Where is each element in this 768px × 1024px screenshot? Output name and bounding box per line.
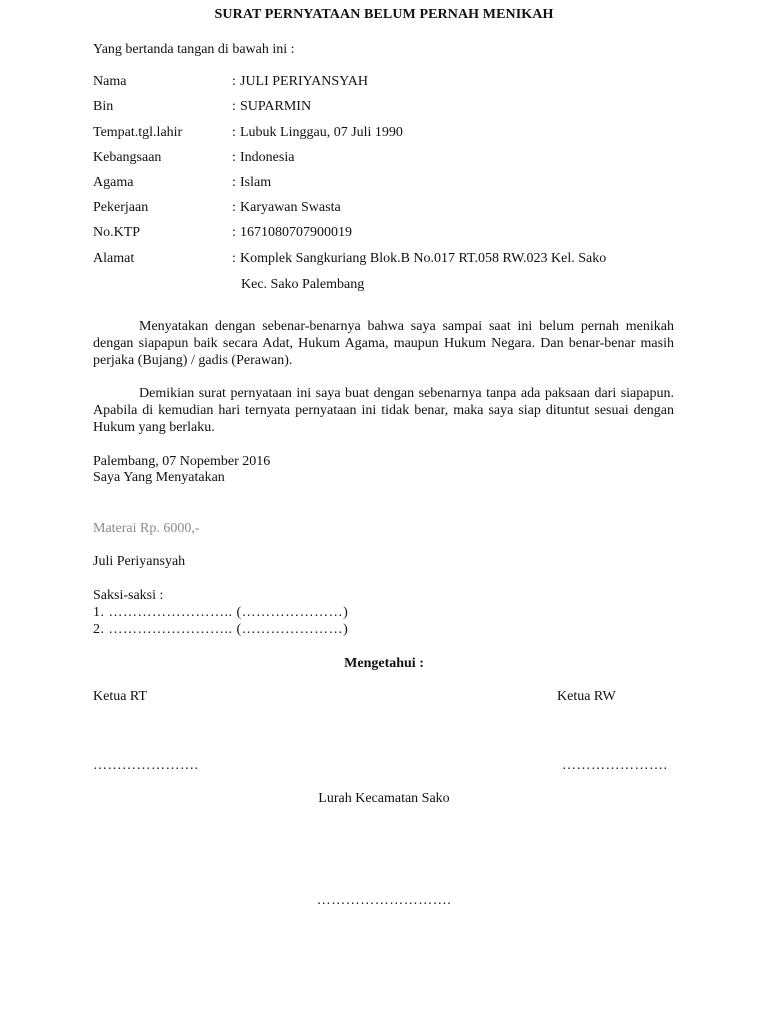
field-colon: : — [232, 175, 236, 190]
lurah-signature-line: ………………………. — [316, 893, 452, 908]
field-label: Alamat — [93, 251, 135, 266]
materai-stamp-note: Materai Rp. 6000,- — [93, 521, 200, 536]
field-colon: : — [232, 99, 236, 114]
signer-label: Saya Yang Menyatakan — [93, 470, 225, 485]
ketua-rt-label: Ketua RT — [93, 689, 147, 704]
lurah-label: Lurah Kecamatan Sako — [318, 791, 450, 806]
field-colon: : — [232, 200, 236, 215]
field-value: Komplek Sangkuriang Blok.B No.017 RT.058 RW.023 Kel. Sako — [240, 251, 607, 266]
intro-text: Yang bertanda tangan di bawah ini : — [93, 42, 295, 57]
field-label: Bin — [93, 99, 114, 114]
field-colon: : — [232, 150, 236, 165]
ketua-rw-label: Ketua RW — [557, 689, 616, 704]
field-value: Lubuk Linggau, 07 Juli 1990 — [240, 125, 403, 140]
closing-paragraph — [93, 385, 674, 436]
field-colon: : — [232, 125, 236, 140]
signer-name: Juli Periyansyah — [93, 554, 186, 569]
field-value: Islam — [240, 175, 272, 190]
field-value: Indonesia — [240, 150, 295, 165]
ketua-rw-signature-line: …………………. — [562, 758, 668, 773]
field-colon: : — [232, 225, 236, 240]
field-colon: : — [232, 74, 236, 89]
closing-text: Demikian surat pernyataan ini saya buat dengan sebenarnya tanpa ada paksaan dari siapapun. Apabila di kemudian hari ternyata pernyataan ini tidak benar, maka saya siap dituntut sesuai dengan Hukum yang berlaku. — [93, 386, 674, 435]
document-title: SURAT PERNYATAAN BELUM PERNAH MENIKAH — [214, 7, 554, 22]
field-value: JULI PERIYANSYAH — [240, 74, 368, 89]
statement-paragraph — [93, 318, 674, 369]
ketua-rt-signature-line: …………………. — [93, 758, 199, 773]
field-label: Tempat.tgl.lahir — [93, 125, 183, 140]
field-value: Karyawan Swasta — [240, 200, 341, 215]
field-label: Agama — [93, 175, 134, 190]
field-label: Nama — [93, 74, 127, 89]
witness-line-1: 1. …………………….. (…………………) — [93, 605, 349, 620]
field-alamat-line2: Kec. Sako Palembang — [241, 277, 365, 292]
field-label: Kebangsaan — [93, 150, 162, 165]
field-label: Pekerjaan — [93, 200, 149, 215]
field-value: 1671080707900019 — [240, 225, 352, 240]
witness-line-2: 2. …………………….. (…………………) — [93, 622, 349, 637]
acknowledged-heading: Mengetahui : — [344, 656, 424, 671]
field-value: SUPARMIN — [240, 99, 312, 114]
place-date: Palembang, 07 Nopember 2016 — [93, 454, 271, 469]
field-label: No.KTP — [93, 225, 141, 240]
field-colon: : — [232, 251, 236, 266]
witnesses-label: Saksi-saksi : — [93, 588, 164, 603]
statement-text: Menyatakan dengan sebenar-benarnya bahwa saya sampai saat ini belum pernah menikah dengan siapapun baik secara Adat, Hukum Agama, maupun Hukum Negara. Dan benar-benar masih perjaka (Bujang) / gadis (Perawan). — [93, 319, 674, 368]
